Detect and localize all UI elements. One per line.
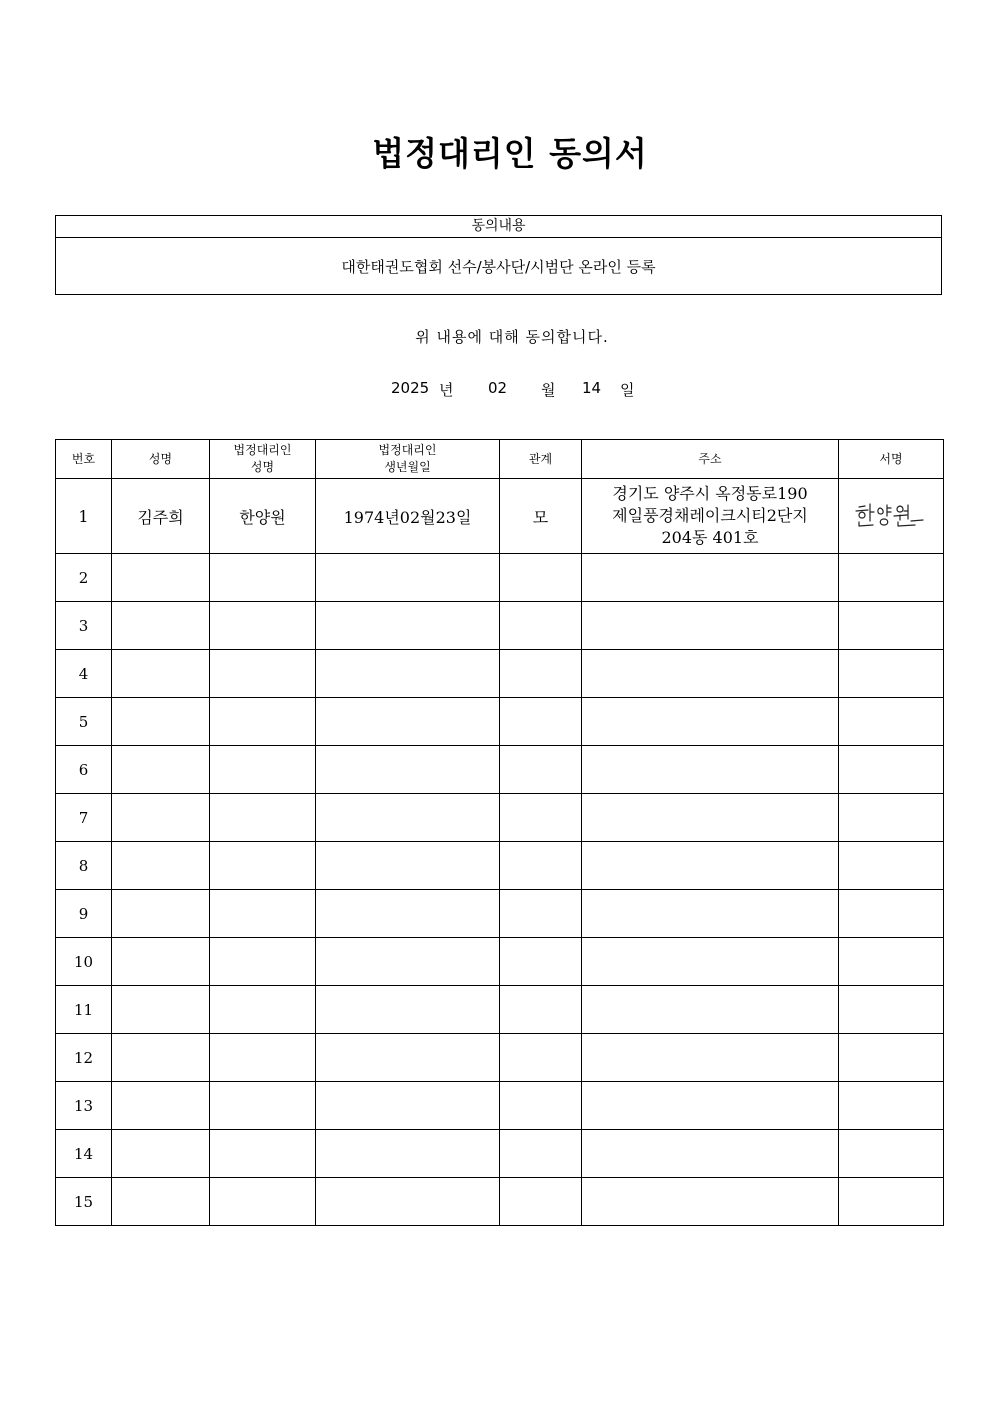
cell-no: 3 <box>56 602 112 650</box>
cell-guardian-name <box>210 986 316 1034</box>
header-guardian-name-line2: 성명 <box>250 460 275 474</box>
cell-signature <box>839 650 944 698</box>
cell-name: 김주희 <box>112 479 210 554</box>
table-row <box>56 746 944 794</box>
cell-signature <box>839 1178 944 1226</box>
cell-no: 7 <box>56 794 112 842</box>
cell-guardian-name <box>210 602 316 650</box>
header-no: 번호 <box>56 440 112 479</box>
cell-no: 5 <box>56 698 112 746</box>
cell-guardian-name <box>210 650 316 698</box>
table-row <box>56 650 944 698</box>
cell-relation <box>500 650 582 698</box>
header-guardian-birth <box>316 440 500 479</box>
cell-no: 9 <box>56 890 112 938</box>
table-row <box>56 1082 944 1130</box>
header-guardian-name <box>210 440 316 479</box>
cell-address <box>582 1082 839 1130</box>
cell-guardian-name <box>210 698 316 746</box>
header-guardian-name-line1: 법정대리인 <box>233 443 292 457</box>
consent-header: 동의내용 <box>56 216 941 238</box>
date-month: 02 <box>488 379 508 397</box>
cell-name <box>112 650 210 698</box>
cell-relation <box>500 1082 582 1130</box>
cell-guardian-birth <box>316 794 500 842</box>
cell-guardian-name <box>210 1130 316 1178</box>
cell-relation <box>500 1130 582 1178</box>
cell-signature <box>839 890 944 938</box>
cell-no: 13 <box>56 1082 112 1130</box>
cell-guardian-birth <box>316 554 500 602</box>
cell-no: 8 <box>56 842 112 890</box>
cell-guardian-birth <box>316 650 500 698</box>
cell-no: 15 <box>56 1178 112 1226</box>
cell-address <box>582 554 839 602</box>
cell-guardian-name: 한양원 <box>210 479 316 554</box>
cell-name <box>112 794 210 842</box>
cell-relation <box>500 602 582 650</box>
cell-guardian-name <box>210 938 316 986</box>
cell-guardian-name <box>210 890 316 938</box>
header-guardian-birth-line1: 법정대리인 <box>378 443 437 457</box>
cell-relation <box>500 554 582 602</box>
address-line3: 204동 401호 <box>661 528 759 547</box>
cell-signature <box>839 1034 944 1082</box>
cell-no: 6 <box>56 746 112 794</box>
agree-statement: 위 내용에 대해 동의합니다. <box>415 328 609 346</box>
cell-guardian-name <box>210 554 316 602</box>
table-row <box>56 554 944 602</box>
cell-name <box>112 1130 210 1178</box>
cell-address <box>582 794 839 842</box>
consent-content: 대한태권도협회 선수/봉사단/시범단 온라인 등록 <box>341 258 656 276</box>
cell-signature <box>839 842 944 890</box>
cell-relation <box>500 842 582 890</box>
cell-name <box>112 986 210 1034</box>
table-row <box>56 1178 944 1226</box>
cell-name <box>112 1082 210 1130</box>
cell-guardian-birth <box>316 842 500 890</box>
header-name: 성명 <box>112 440 210 479</box>
address-line1: 경기도 양주시 옥정동로190 <box>612 484 808 503</box>
table-row <box>56 986 944 1034</box>
header-address: 주소 <box>582 440 839 479</box>
cell-no: 11 <box>56 986 112 1034</box>
cell-signature <box>839 986 944 1034</box>
cell-guardian-birth <box>316 1178 500 1226</box>
table-row <box>56 698 944 746</box>
cell-address <box>582 479 839 554</box>
table-row <box>56 890 944 938</box>
cell-address <box>582 746 839 794</box>
cell-guardian-birth <box>316 1130 500 1178</box>
cell-no: 2 <box>56 554 112 602</box>
cell-signature <box>839 554 944 602</box>
cell-signature <box>839 698 944 746</box>
handwritten-signature <box>853 499 929 529</box>
cell-relation <box>500 746 582 794</box>
cell-no: 4 <box>56 650 112 698</box>
cell-relation <box>500 698 582 746</box>
cell-guardian-birth: 1974년02월23일 <box>316 479 500 554</box>
cell-guardian-birth <box>316 890 500 938</box>
cell-guardian-birth <box>316 698 500 746</box>
date-day: 14 <box>582 379 602 397</box>
cell-name <box>112 1034 210 1082</box>
cell-address <box>582 1178 839 1226</box>
cell-no: 14 <box>56 1130 112 1178</box>
cell-no: 12 <box>56 1034 112 1082</box>
cell-guardian-name <box>210 1082 316 1130</box>
table-row <box>56 1034 944 1082</box>
cell-relation <box>500 986 582 1034</box>
cell-address <box>582 1034 839 1082</box>
cell-name <box>112 698 210 746</box>
cell-address <box>582 650 839 698</box>
cell-address <box>582 986 839 1034</box>
cell-address <box>582 698 839 746</box>
cell-guardian-name <box>210 842 316 890</box>
table-row <box>56 602 944 650</box>
cell-address <box>582 1130 839 1178</box>
cell-guardian-birth <box>316 746 500 794</box>
cell-signature <box>839 746 944 794</box>
cell-address <box>582 842 839 890</box>
document-title: 법정대리인 동의서 <box>372 134 648 173</box>
cell-guardian-birth <box>316 938 500 986</box>
cell-signature <box>839 602 944 650</box>
table-row <box>56 479 944 554</box>
cell-guardian-name <box>210 1034 316 1082</box>
cell-signature <box>839 938 944 986</box>
table-header-row <box>56 440 944 479</box>
cell-name <box>112 602 210 650</box>
table-row <box>56 1130 944 1178</box>
header-signature: 서명 <box>839 440 944 479</box>
table-row <box>56 794 944 842</box>
cell-no: 1 <box>56 479 112 554</box>
cell-guardian-birth <box>316 1082 500 1130</box>
cell-guardian-birth <box>316 602 500 650</box>
cell-signature <box>839 479 944 554</box>
cell-signature <box>839 794 944 842</box>
cell-signature <box>839 1130 944 1178</box>
cell-name <box>112 554 210 602</box>
date-year: 2025 <box>391 379 430 397</box>
date-month-unit: 월 <box>541 381 556 399</box>
cell-name <box>112 938 210 986</box>
cell-address <box>582 890 839 938</box>
cell-guardian-birth <box>316 1034 500 1082</box>
cell-guardian-birth <box>316 986 500 1034</box>
consent-box <box>55 215 942 295</box>
cell-no: 10 <box>56 938 112 986</box>
address-line2: 제일풍경채레이크시티2단지 <box>612 506 808 525</box>
cell-relation <box>500 1178 582 1226</box>
cell-relation <box>500 1034 582 1082</box>
cell-name <box>112 746 210 794</box>
cell-address <box>582 602 839 650</box>
cell-guardian-name <box>210 1178 316 1226</box>
cell-name <box>112 890 210 938</box>
cell-guardian-name <box>210 794 316 842</box>
table-row <box>56 842 944 890</box>
header-relation: 관계 <box>500 440 582 479</box>
table-row <box>56 938 944 986</box>
date-year-unit: 년 <box>439 381 454 399</box>
header-guardian-birth-line2: 생년월일 <box>384 460 431 474</box>
cell-guardian-name <box>210 746 316 794</box>
cell-relation <box>500 794 582 842</box>
cell-address <box>582 938 839 986</box>
cell-signature <box>839 1082 944 1130</box>
cell-relation <box>500 890 582 938</box>
cell-relation <box>500 938 582 986</box>
cell-relation: 모 <box>500 479 582 554</box>
cell-name <box>112 1178 210 1226</box>
cell-name <box>112 842 210 890</box>
date-day-unit: 일 <box>620 381 635 399</box>
guardian-table <box>55 439 944 1226</box>
